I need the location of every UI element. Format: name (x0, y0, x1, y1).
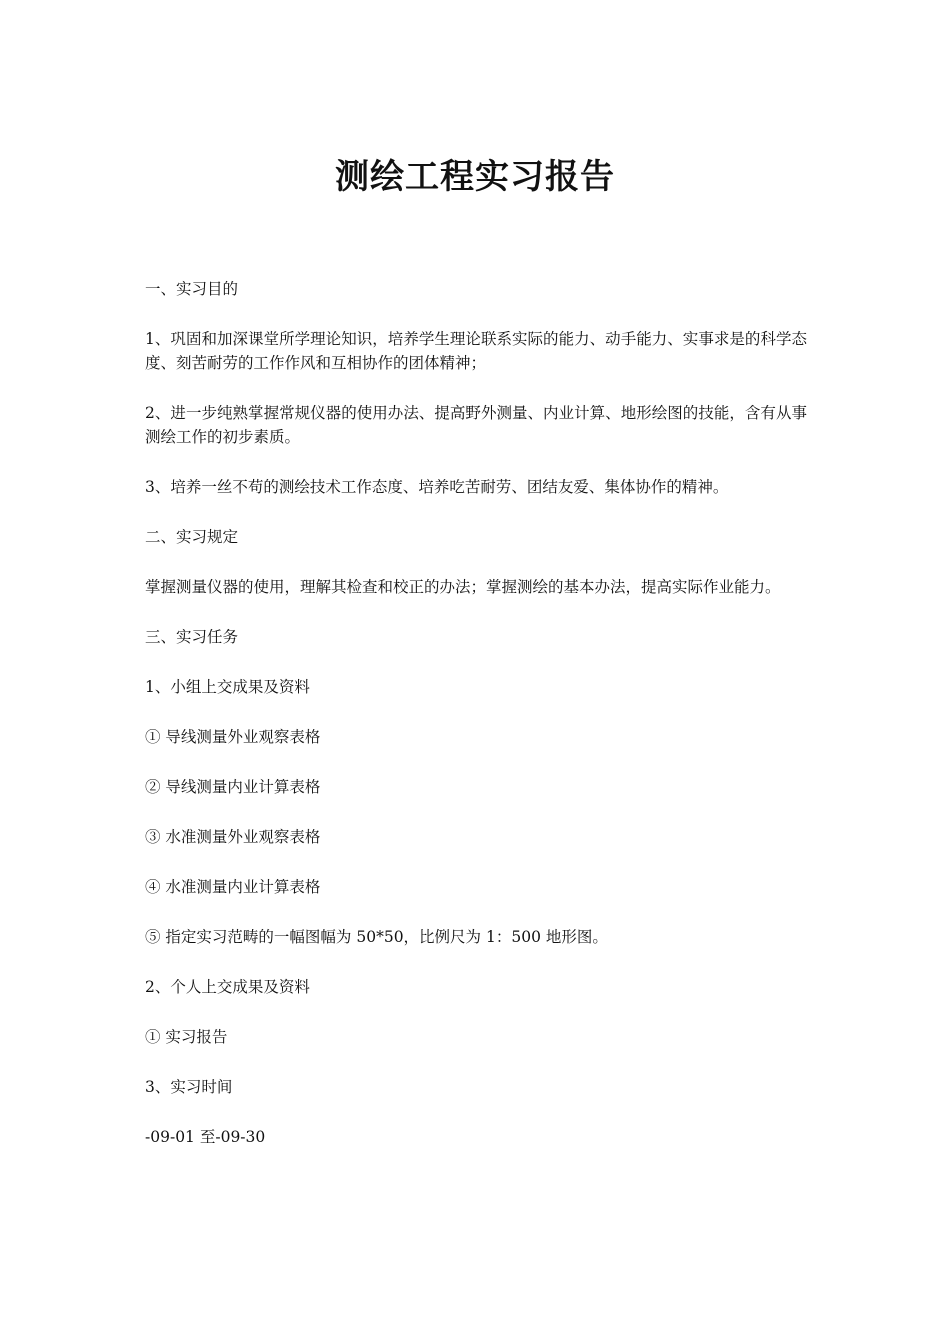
purpose-item-1: 1、巩固和加深课堂所学理论知识，培养学生理论联系实际的能力、动手能力、实事求是的科学态度、刻苦耐劳的工作作风和互相协作的团体精神； (145, 330, 807, 372)
purpose-item-2: 2、进一步纯熟掌握常规仪器的使用办法、提高野外测量、内业计算、地形绘图的技能，含有从事测绘工作的初步素质。 (145, 404, 807, 446)
list-item: ⑤ 指定实习范畴的一幅图幅为 50*50，比例尺为 1：500 地形图。 (145, 928, 608, 946)
section-heading-requirements: 二、实习规定 (145, 528, 239, 546)
tasks-group-deliverables: 1、小组上交成果及资料 (145, 678, 310, 696)
section-heading-purpose: 一、实习目的 (145, 280, 239, 298)
list-item: ② 导线测量内业计算表格 (145, 778, 321, 796)
tasks-time-range: -09-01 至-09-30 (145, 1128, 266, 1146)
list-item: ③ 水准测量外业观察表格 (145, 828, 321, 846)
tasks-individual-deliverables: 2、个人上交成果及资料 (145, 978, 310, 996)
list-item: ④ 水准测量内业计算表格 (145, 878, 321, 896)
requirements-text: 掌握测量仪器的使用，理解其检查和校正的办法；掌握测绘的基本办法，提高实际作业能力。 (145, 578, 781, 596)
purpose-item-3: 3、培养一丝不苟的测绘技术工作态度、培养吃苦耐劳、团结友爱、集体协作的精神。 (145, 478, 729, 496)
document-body (145, 277, 807, 1175)
list-item: ① 导线测量外业观察表格 (145, 728, 321, 746)
document-title: 测绘工程实习报告 (335, 157, 615, 197)
tasks-time-heading: 3、实习时间 (145, 1078, 233, 1096)
list-item: ① 实习报告 (145, 1028, 228, 1046)
section-heading-tasks: 三、实习任务 (145, 628, 239, 646)
